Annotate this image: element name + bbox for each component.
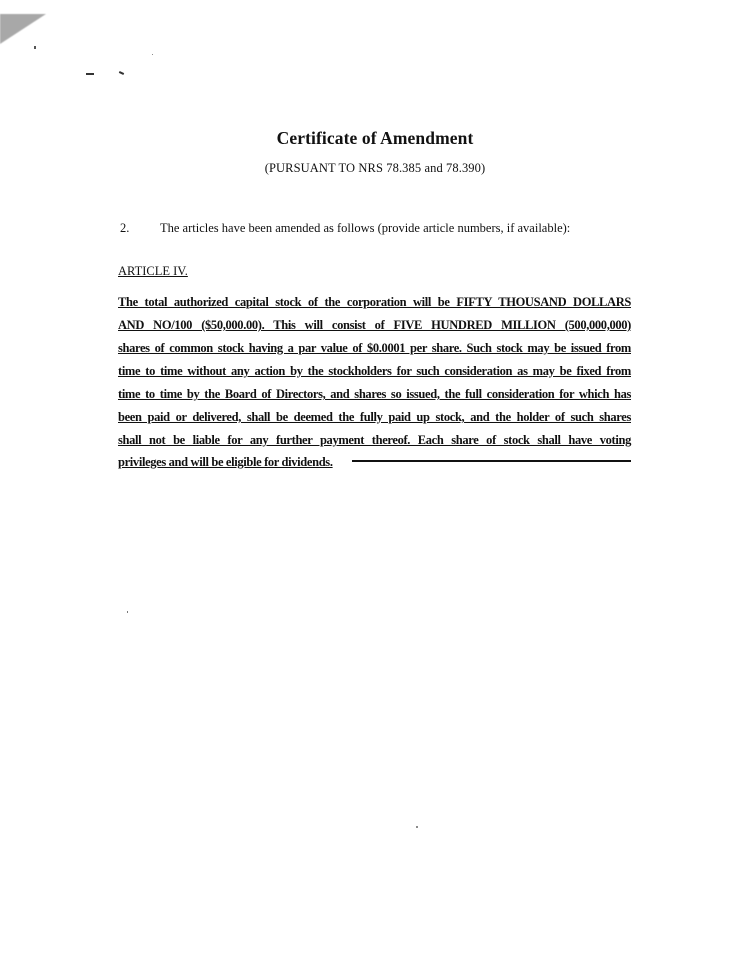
article-text-line: The total authorized capital stock of the corporation will be FIFTY THOUSAND DOLLARS (118, 295, 631, 309)
scan-dash-mark (86, 73, 94, 75)
item-text: The articles have been amended as follows (provide article numbers, if available): (160, 221, 571, 235)
page-subtitle: (PURSUANT TO NRS 78.385 and 78.390) (264, 161, 486, 175)
article-text-line: time to time without any action by the stockholders for such consideration as may be fixed from (118, 364, 631, 378)
article-text-line: privileges and will be eligible for dividends. (118, 455, 333, 469)
scan-corner-artifact (0, 14, 46, 44)
page-title: Certificate of Amendment (276, 128, 474, 148)
article-text-line: AND NO/100 ($50,000.00). This will consist of FIVE HUNDRED MILLION (500,000,000) (118, 318, 631, 332)
scan-speck (152, 54, 153, 55)
line-fill-rule (352, 460, 631, 462)
article-heading: ARTICLE IV. (118, 264, 188, 278)
article-text-line: been paid or delivered, shall be deemed the fully paid up stock, and the holder of such shares (118, 410, 631, 424)
item-number: 2. (120, 221, 130, 235)
article-text-line: shares of common stock having a par value of $0.0001 per share. Such stock may be issued from (118, 341, 631, 355)
scan-speck (127, 611, 128, 613)
article-text-line: time to time by the Board of Directors, and shares so issued, the full consideration for which has (118, 387, 631, 401)
scan-speck (34, 46, 36, 49)
article-text-line: shall not be liable for any further payment thereof. Each share of stock shall have voting (118, 433, 631, 447)
scan-speck (416, 826, 418, 828)
scan-dash-mark (119, 71, 124, 75)
